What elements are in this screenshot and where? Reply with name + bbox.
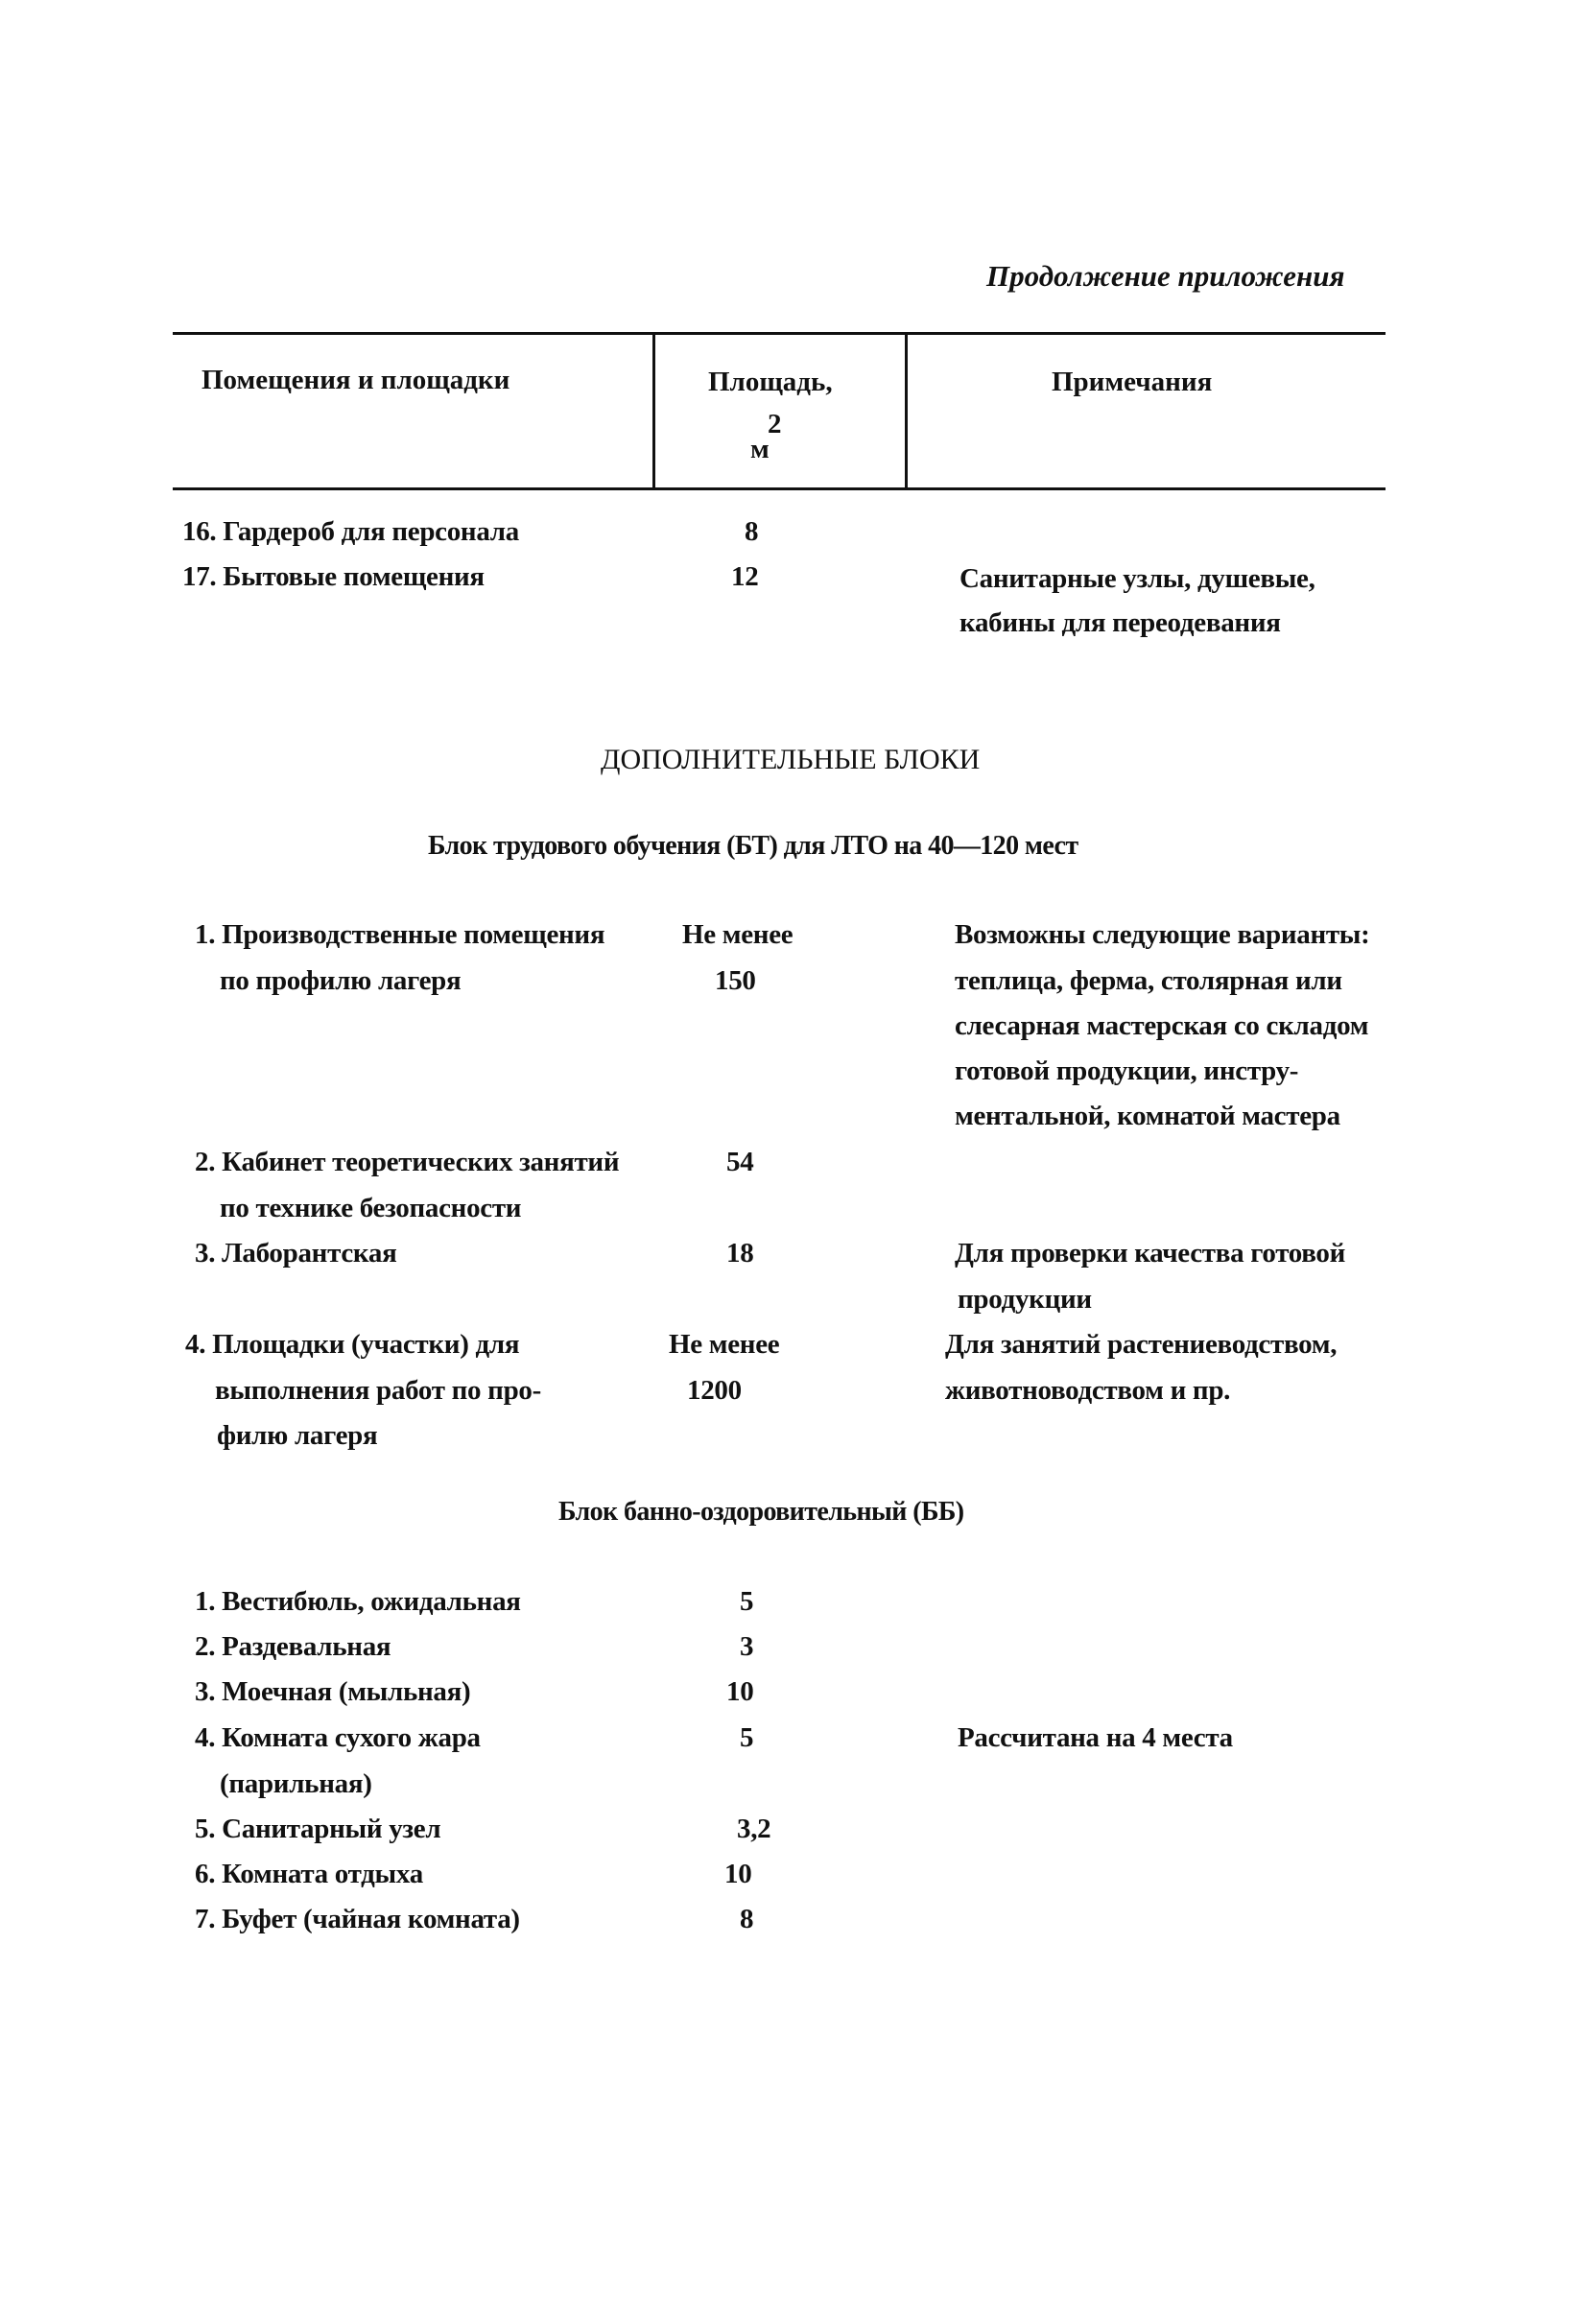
row-name-line: 1. Производственные помещения bbox=[195, 919, 605, 950]
header-area-unit: м bbox=[750, 434, 770, 464]
row-area-line: 150 bbox=[715, 965, 756, 996]
row-note-line: слесарная мастерская со складом bbox=[955, 1010, 1369, 1041]
row-name-line: 7. Буфет (чайная комната) bbox=[195, 1904, 520, 1934]
column-divider-2 bbox=[905, 332, 908, 490]
row-area-line: Не менее bbox=[669, 1329, 780, 1360]
row-area-line: 54 bbox=[726, 1147, 754, 1177]
row-area: 10 bbox=[724, 1859, 752, 1889]
row-note-line: ментальной, комнатой мастера bbox=[955, 1101, 1340, 1131]
row-note-line: Санитарные узлы, душевые, bbox=[959, 563, 1315, 594]
row-note-line: Для проверки качества готовой bbox=[955, 1238, 1346, 1269]
block-bt-title: Блок трудового обучения (БТ) для ЛТО на 40—120 мест bbox=[428, 831, 1078, 861]
row-area: 3 bbox=[740, 1631, 754, 1662]
row-name-line: (парильная) bbox=[220, 1768, 372, 1799]
row-name-line: 4. Площадки (участки) для bbox=[185, 1329, 520, 1360]
header-area: Площадь, bbox=[708, 367, 833, 397]
row-name-line: по профилю лагеря bbox=[220, 965, 462, 996]
row-note-line: продукции bbox=[958, 1284, 1092, 1315]
row-area: 12 bbox=[731, 561, 759, 592]
block-bb-title: Блок банно-оздоровительный (ББ) bbox=[558, 1497, 964, 1527]
header-rooms: Помещения и площадки bbox=[201, 365, 510, 395]
row-area: 5 bbox=[740, 1722, 754, 1753]
row-area: 8 bbox=[740, 1904, 754, 1934]
continuation-caption: Продолжение приложения bbox=[986, 259, 1345, 293]
row-name-line: 6. Комната отдыха bbox=[195, 1859, 423, 1889]
row-area-line: 18 bbox=[726, 1238, 754, 1269]
row-area-line: 1200 bbox=[687, 1375, 742, 1406]
row-name: 17. Бытовые помещения bbox=[182, 561, 485, 592]
row-name-line: выполнения работ по про- bbox=[215, 1375, 541, 1406]
row-note-line: Возможны следующие варианты: bbox=[955, 919, 1370, 950]
row-area-line: Не менее bbox=[682, 919, 794, 950]
row-area: 3,2 bbox=[737, 1814, 771, 1844]
row-note-line: теплица, ферма, столярная или bbox=[955, 965, 1342, 996]
table-header-bottom-rule bbox=[173, 487, 1386, 490]
row-name-line: 3. Лаборантская bbox=[195, 1238, 397, 1269]
row-name-line: 2. Кабинет теоретических занятий bbox=[195, 1147, 620, 1177]
row-area: 5 bbox=[740, 1586, 754, 1617]
row-name-line: филю лагеря bbox=[217, 1420, 378, 1451]
header-notes: Примечания bbox=[1052, 367, 1213, 397]
row-area: 8 bbox=[745, 516, 759, 547]
row-name-line: по технике безопасности bbox=[220, 1193, 522, 1223]
row-note-line: Для занятий растениеводством, bbox=[945, 1329, 1338, 1360]
row-name-line: 4. Комната сухого жара bbox=[195, 1722, 481, 1753]
row-area: 10 bbox=[726, 1676, 754, 1707]
row-note: Рассчитана на 4 места bbox=[958, 1722, 1233, 1753]
column-divider-1 bbox=[652, 332, 655, 490]
row-name: 16. Гардероб для персонала bbox=[182, 516, 519, 547]
table-top-rule bbox=[173, 332, 1386, 335]
row-note-line: кабины для переодевания bbox=[959, 607, 1281, 638]
row-name-line: 5. Санитарный узел bbox=[195, 1814, 441, 1844]
row-note-line: животноводством и пр. bbox=[945, 1375, 1231, 1406]
row-name-line: 1. Вестибюль, ожидальная bbox=[195, 1586, 521, 1617]
row-name-line: 3. Моечная (мыльная) bbox=[195, 1676, 471, 1707]
row-name-line: 2. Раздевальная bbox=[195, 1631, 391, 1662]
header-area-superscript: 2 bbox=[768, 409, 782, 439]
row-note-line: готовой продукции, инстру- bbox=[955, 1055, 1299, 1086]
section-title: ДОПОЛНИТЕЛЬНЫЕ БЛОКИ bbox=[601, 744, 981, 775]
